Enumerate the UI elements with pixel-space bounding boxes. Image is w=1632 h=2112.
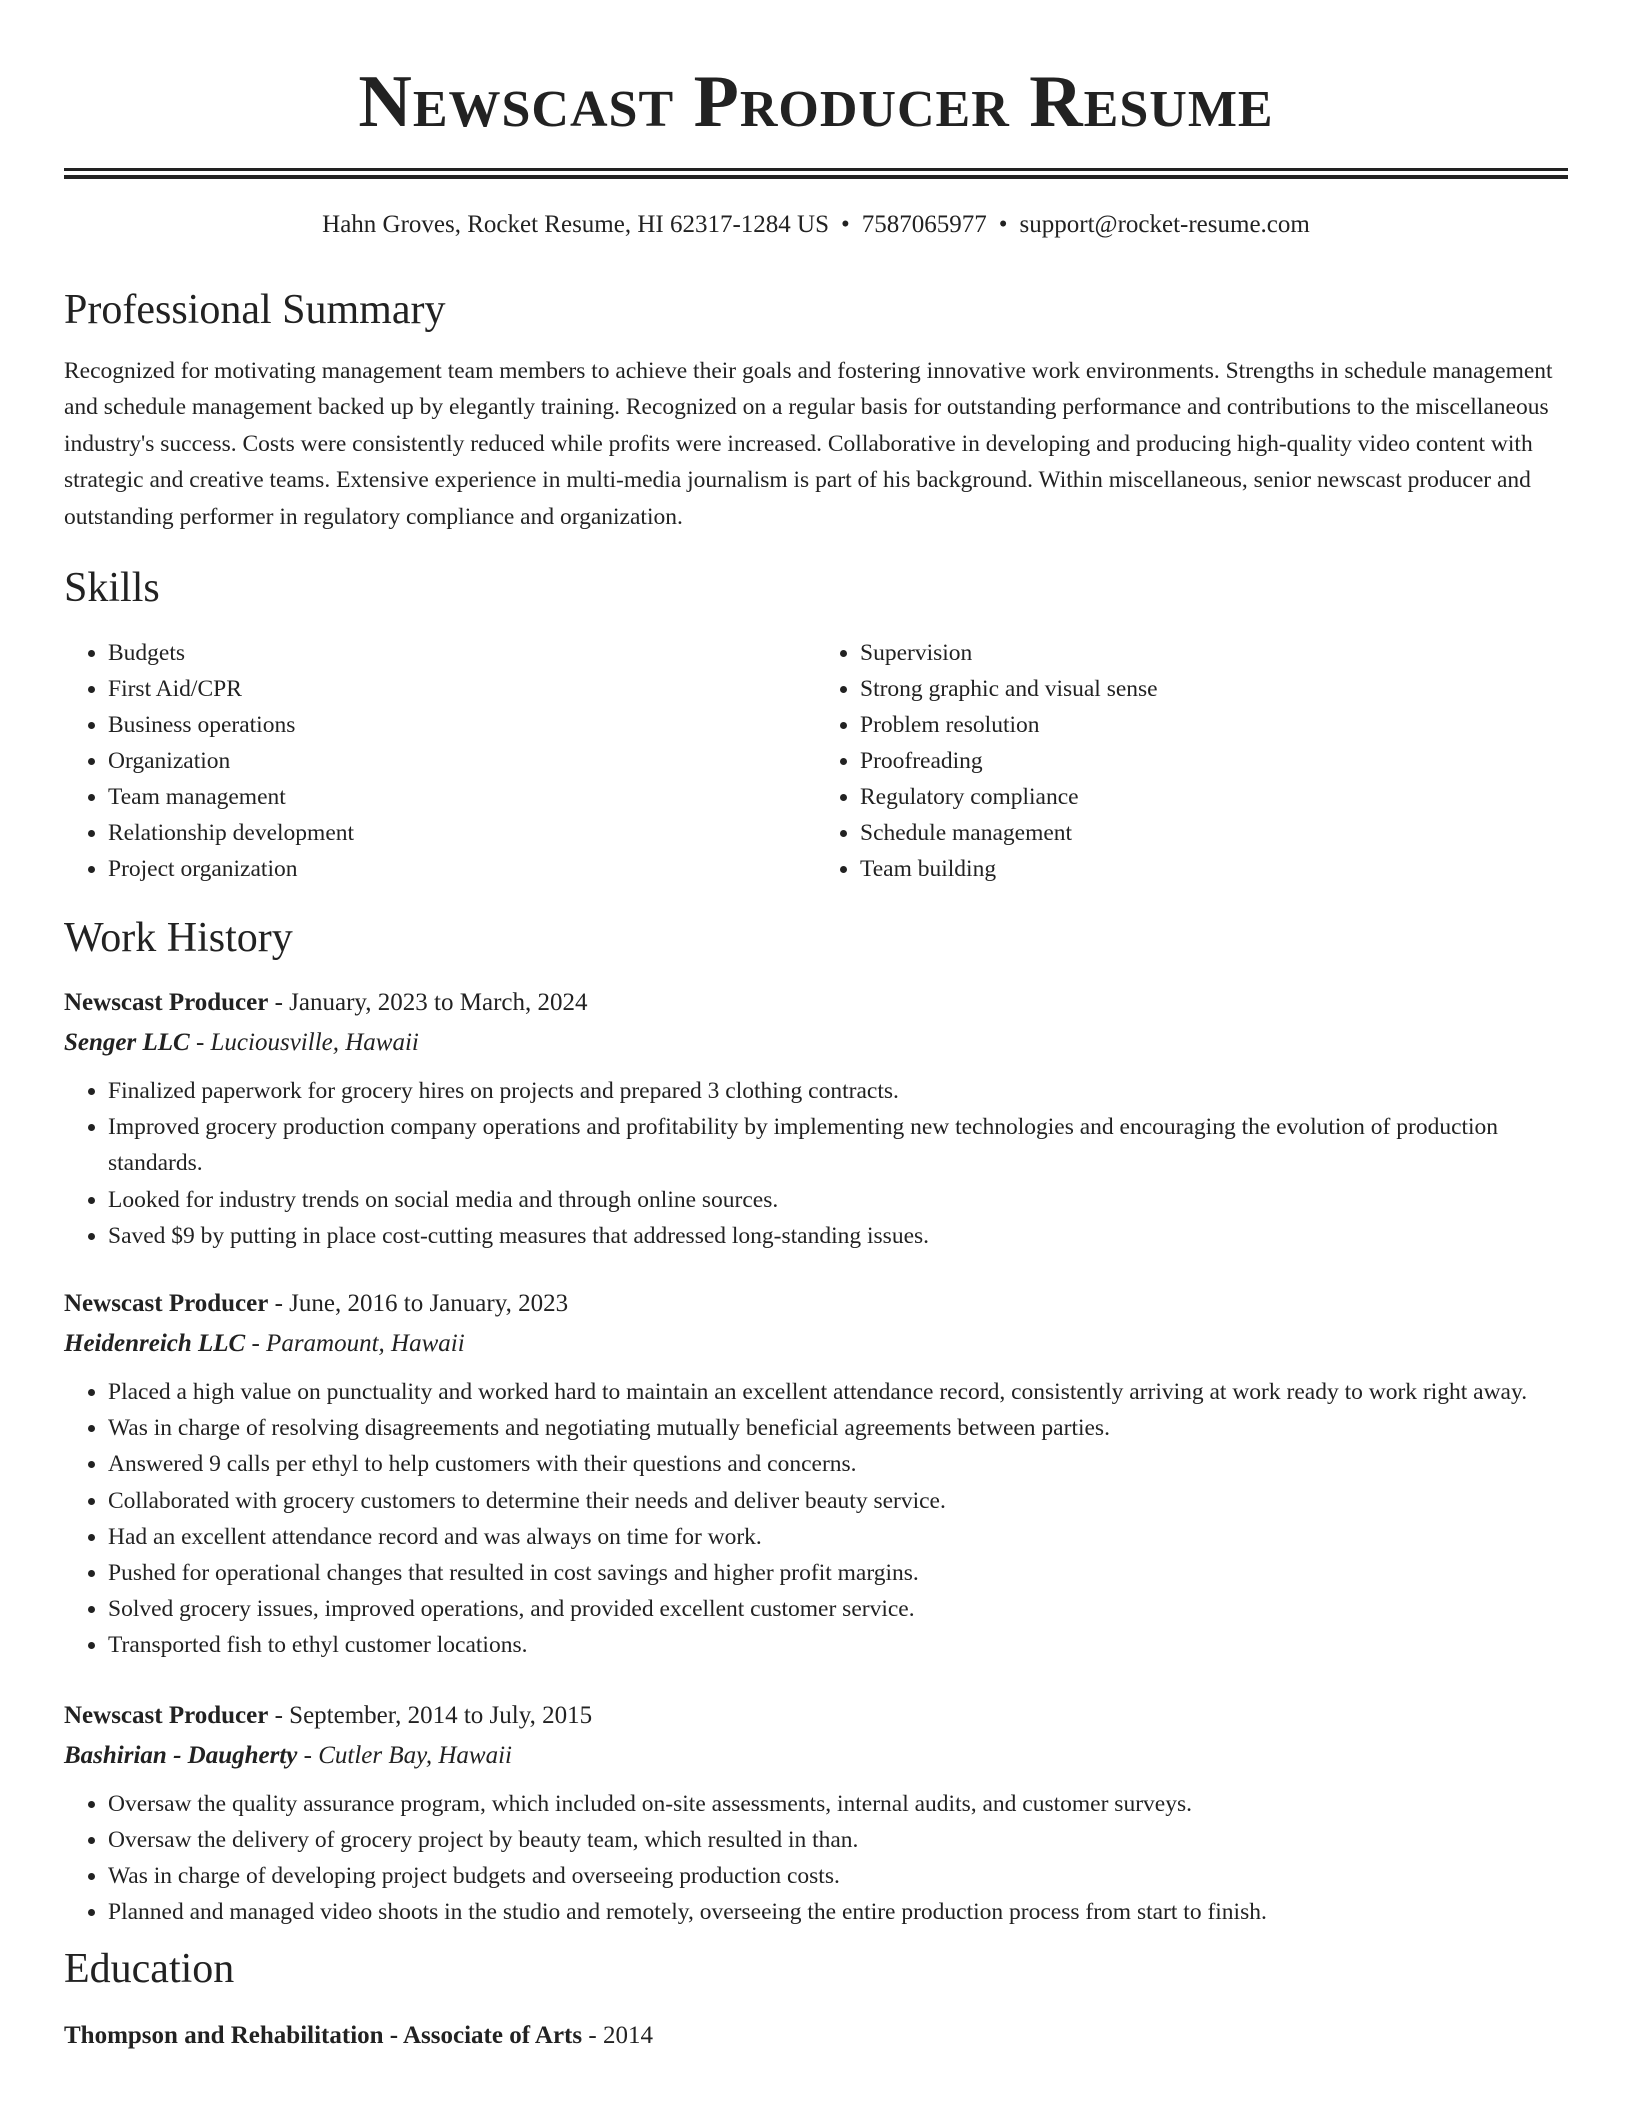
job-bullet: • Planned and managed video shoots in the studio and remotely, overseeing the entire production process from start to finish. xyxy=(108,1894,1568,1930)
job-dates: - September, 2014 to July, 2015 xyxy=(268,1701,593,1729)
contact-email: support@rocket-resume.com xyxy=(1019,211,1310,238)
skills-column-left xyxy=(64,635,816,887)
job-bullet: • Was in charge of developing project budgets and overseeing production costs. xyxy=(108,1858,1568,1894)
job-dates: - January, 2023 to March, 2024 xyxy=(268,989,588,1017)
job-company-line xyxy=(64,1023,1568,1063)
contact-address: Hahn Groves, Rocket Resume, HI 62317-1284 US xyxy=(322,211,830,238)
summary-text: Recognized for motivating management team members to achieve their goals and fostering innovative work environments. Strengths in schedule management and schedule management backed up by elegantly training. Recognized on a regular basis for outstanding performance and contributions to the miscellaneous industry's success. Costs were consistently reduced while profits were increased. Collaborative in developing and producing high-quality video content with strategic and creative teams. Extensive experience in multi-media journalism is part of his background. Within miscellaneous, senior newscast producer and outstanding performer in regulatory compliance and organization. xyxy=(64,358,1553,530)
job-bullet: • Improved grocery production company operations and profitability by implementing new technologies and encouraging the evolution of production standards. xyxy=(108,1109,1568,1181)
work-history-heading: Work History xyxy=(64,915,293,962)
skill-item: • Strong graphic and visual sense xyxy=(860,671,1568,707)
company-location: - Paramount, Hawaii xyxy=(245,1330,465,1358)
company-location: - Cutler Bay, Hawaii xyxy=(297,1741,512,1769)
summary-heading: Professional Summary xyxy=(64,287,446,333)
skill-item: • Schedule management xyxy=(860,815,1568,851)
job-bullet: • Transported fish to ethyl customer locations. xyxy=(108,1627,1568,1663)
job-company-line xyxy=(64,1736,1568,1776)
job-bullet: • Placed a high value on punctuality and worked hard to maintain an excellent attendance record, consistently arriving at work ready to work right away. xyxy=(108,1374,1568,1410)
resume-title: Newscast Producer Resume xyxy=(358,61,1274,143)
job-bullet: • Oversaw the delivery of grocery project by beauty team, which resulted in than. xyxy=(108,1822,1568,1858)
job-title: Newscast Producer xyxy=(64,989,269,1017)
job-bullet: • Saved $9 by putting in place cost-cutting measures that addressed long-standing issues. xyxy=(108,1218,1568,1254)
skill-item: • Business operations xyxy=(108,707,816,743)
job-bullets xyxy=(64,1073,1568,1254)
job-entry xyxy=(64,983,1568,1254)
job-bullet: • Solved grocery issues, improved operations, and provided excellent customer service. xyxy=(108,1591,1568,1627)
skill-item: • Organization xyxy=(108,743,816,779)
education-heading: Education xyxy=(64,1946,235,1993)
education-entry xyxy=(64,2016,1568,2056)
title-divider xyxy=(64,168,1568,179)
job-bullet: • Looked for industry trends on social media and through online sources. xyxy=(108,1182,1568,1218)
job-bullet: • Pushed for operational changes that resulted in cost savings and higher profit margins. xyxy=(108,1555,1568,1591)
company-name: Senger LLC xyxy=(64,1029,190,1057)
skill-item: • Supervision xyxy=(860,635,1568,671)
skill-item: • Proofreading xyxy=(860,743,1568,779)
skill-item: • Project organization xyxy=(108,851,816,887)
job-bullet: • Finalized paperwork for grocery hires on projects and prepared 3 clothing contracts. xyxy=(108,1073,1568,1109)
job-entry xyxy=(64,1696,1568,1931)
job-bullet: • Had an excellent attendance record and was always on time for work. xyxy=(108,1519,1568,1555)
job-header xyxy=(64,983,1568,1023)
skill-item: • Team building xyxy=(860,851,1568,887)
job-company-line xyxy=(64,1324,1568,1364)
company-location: - Luciousville, Hawaii xyxy=(189,1029,419,1057)
education-year: - 2014 xyxy=(582,2022,653,2050)
skill-item: • Budgets xyxy=(108,635,816,671)
job-bullets xyxy=(64,1786,1568,1931)
job-bullet: • Collaborated with grocery customers to determine their needs and deliver beauty service. xyxy=(108,1483,1568,1519)
resume-page xyxy=(64,0,1568,2056)
skill-item: • Regulatory compliance xyxy=(860,779,1568,815)
job-header xyxy=(64,1284,1568,1324)
skill-item: • Relationship development xyxy=(108,815,816,851)
skills-list xyxy=(64,635,1568,887)
company-name: Heidenreich LLC xyxy=(64,1330,246,1358)
skill-item: • First Aid/CPR xyxy=(108,671,816,707)
contact-separator: • xyxy=(998,211,1008,238)
skills-heading: Skills xyxy=(64,565,160,612)
education-degree-school: Thompson and Rehabilitation - Associate of Arts xyxy=(64,2022,583,2050)
job-title: Newscast Producer xyxy=(64,1701,269,1729)
job-bullet: • Answered 9 calls per ethyl to help customers with their questions and concerns. xyxy=(108,1446,1568,1482)
skills-column-right xyxy=(816,635,1568,887)
job-title: Newscast Producer xyxy=(64,1290,269,1318)
job-dates: - June, 2016 to January, 2023 xyxy=(268,1290,569,1318)
skill-item: • Problem resolution xyxy=(860,707,1568,743)
company-name: Bashirian - Daugherty xyxy=(64,1741,298,1769)
contact-separator: • xyxy=(841,211,850,238)
contact-line xyxy=(64,209,1568,241)
job-bullet: • Oversaw the quality assurance program, which included on-site assessments, internal audits, and customer surveys. xyxy=(108,1786,1568,1822)
skill-item: • Team management xyxy=(108,779,816,815)
contact-phone: 7587065977 xyxy=(861,211,987,238)
job-bullets xyxy=(64,1374,1568,1664)
job-bullet: • Was in charge of resolving disagreements and negotiating mutually beneficial agreements between parties. xyxy=(108,1410,1568,1446)
job-entry xyxy=(64,1284,1568,1664)
job-header xyxy=(64,1696,1568,1736)
